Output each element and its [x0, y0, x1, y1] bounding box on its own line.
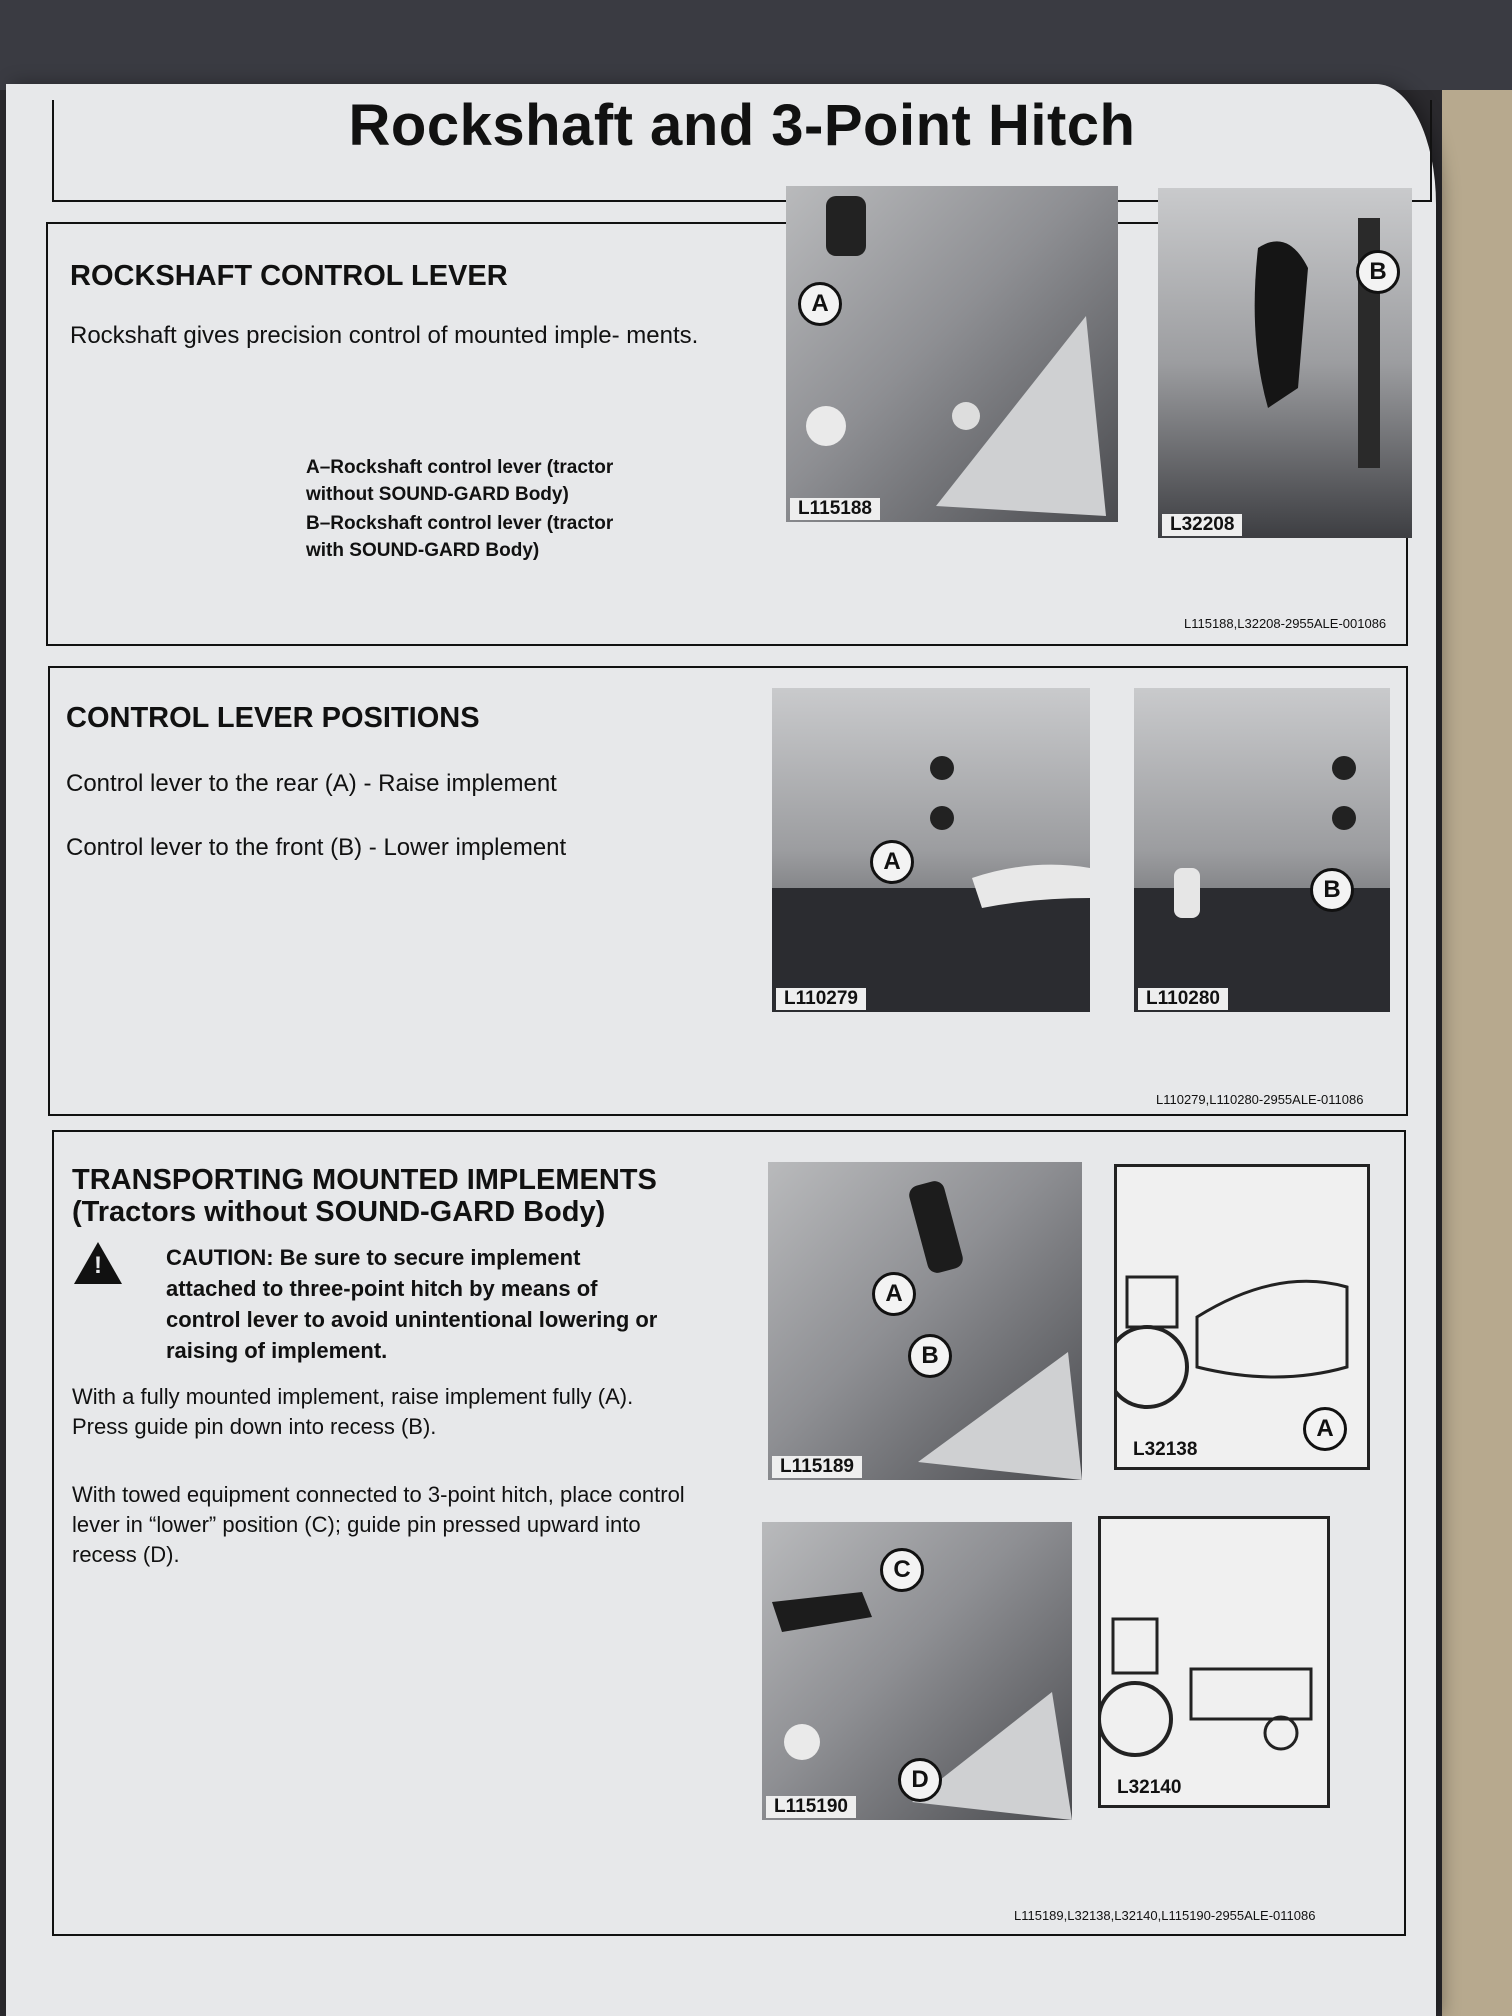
callout-b: B	[908, 1334, 952, 1378]
photo-raise-implement	[768, 1162, 1082, 1480]
callout-a: A	[1303, 1407, 1347, 1451]
photo-label: L110280	[1138, 988, 1228, 1010]
callout-c: C	[880, 1548, 924, 1592]
section-subheading: (Tractors without SOUND-GARD Body)	[72, 1196, 606, 1228]
photo-rockshaft-lever-b	[1158, 188, 1412, 538]
photo-rockshaft-lever-a	[786, 186, 1118, 522]
photo-lever-rear	[772, 688, 1090, 1012]
legend-a: A–Rockshaft control lever (tractor without SOUND-GARD Body)	[306, 457, 614, 505]
lever-illustration	[772, 688, 1090, 1012]
adjacent-page-edge	[1442, 90, 1512, 2016]
photo-label: L32208	[1162, 514, 1242, 536]
caution-text: CAUTION: Be sure to secure implement attached to three-point hitch by means of control lever to avoid unintentional lowering or raising of implement.	[166, 1245, 658, 1363]
photo-label: L115188	[790, 498, 880, 520]
section-heading: ROCKSHAFT CONTROL LEVER	[70, 260, 508, 292]
lever-illustration	[768, 1162, 1082, 1480]
photo-label: L115189	[772, 1456, 862, 1478]
section-heading: TRANSPORTING MOUNTED IMPLEMENTS	[72, 1164, 657, 1196]
lever-illustration	[1158, 188, 1412, 538]
photo-label: L110279	[776, 988, 866, 1010]
figure-ref: L115189,L32138,L32140,L115190-2955ALE-011086	[1014, 1908, 1316, 1923]
legend-b: B–Rockshaft control lever (tractor with SOUND-GARD Body)	[306, 513, 614, 561]
instruction-lower: Control lever to the front (B) - Lower implement	[66, 834, 567, 861]
drawing-mounted-implement	[1114, 1164, 1370, 1470]
section-control-lever-positions	[48, 666, 1408, 1116]
warning-icon: !	[74, 1242, 122, 1284]
section-transporting-mounted-implements	[52, 1130, 1406, 1936]
callout-d: D	[898, 1758, 942, 1802]
section-heading: CONTROL LEVER POSITIONS	[66, 702, 480, 734]
callout-b: B	[1356, 250, 1400, 294]
photo-lower-implement	[762, 1522, 1072, 1820]
drawing-towed-equipment	[1098, 1516, 1330, 1808]
instruction-raise: Control lever to the rear (A) - Raise implement	[66, 770, 557, 797]
lever-illustration	[786, 186, 1118, 522]
callout-a: A	[798, 282, 842, 326]
lever-illustration	[1134, 688, 1390, 1012]
callout-b: B	[1310, 868, 1354, 912]
section-rockshaft-control-lever	[46, 222, 1408, 646]
callout-a: A	[870, 840, 914, 884]
page-title: Rockshaft and 3-Point Hitch	[348, 93, 1136, 158]
figure-ref: L115188,L32208-2955ALE-001086	[1184, 616, 1387, 631]
instruction-towed: With towed equipment connected to 3-point hitch, place control lever in “lower” position (C); guide pin pressed upward into recess (D).	[72, 1482, 685, 1567]
callout-a: A	[872, 1272, 916, 1316]
photo-label: L115190	[766, 1796, 856, 1818]
title-box	[52, 93, 1432, 202]
drawing-label: L32140	[1117, 1777, 1182, 1798]
instruction-mounted: With a fully mounted implement, raise implement fully (A). Press guide pin down into recess (B).	[72, 1384, 634, 1439]
photo-lever-front	[1134, 688, 1390, 1012]
background-top	[0, 0, 1512, 90]
drawing-label: L32138	[1133, 1439, 1198, 1460]
section-body: Rockshaft gives precision control of mounted imple- ments.	[70, 322, 699, 349]
tractor-towed-equipment-drawing	[1101, 1519, 1327, 1805]
figure-ref: L110279,L110280-2955ALE-011086	[1156, 1092, 1364, 1107]
